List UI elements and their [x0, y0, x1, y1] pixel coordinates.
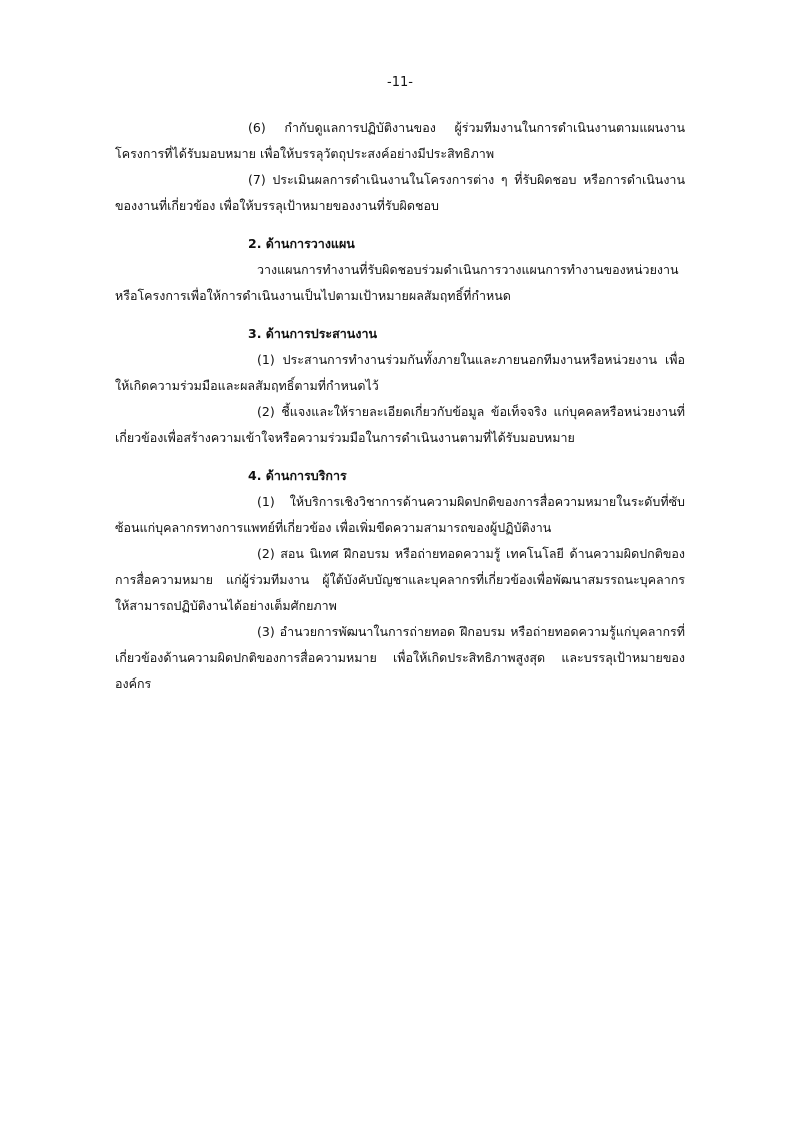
paragraph-service-1: (1) ให้บริการเชิงวิชาการด้านความผิดปกติของการสื่อความหมายในระดับที่ซับซ้อนแก่บุคลากรทางการแพทย์ที่เกี่ยวข้อง เพื่อเพิ่มขีดความสามารถของผู้ปฏิบัติงาน [115, 494, 685, 535]
heading-planning: 2. ด้านการวางแผน [248, 236, 355, 251]
heading-service: 4. ด้านการบริการ [248, 468, 347, 483]
page-number: -11- [387, 75, 413, 90]
paragraph-service-2: (2) สอน นิเทศ ฝึกอบรม หรือถ่ายทอดความรู้ เทคโนโลยี ด้านความผิดปกติของการสื่อความหมาย แก่ผู้ร่วมทีมงาน ผู้ใต้บังคับบัญชาและบุคลากรที่เกี่ยวข้องเพื่อพัฒนาสมรรถนะบุคลากรให้สามารถปฏิบัติงานได้อย่างเต็มศักยภาพ [115, 546, 685, 613]
paragraph-service-3: (3) อำนวยการพัฒนาในการถ่ายทอด ฝึกอบรม หรือถ่ายทอดความรู้แก่บุคลากรที่เกี่ยวข้องด้านความผิดปกติของการสื่อความหมาย เพื่อให้เกิดประสิทธิภาพสูงสุด และบรรลุเป้าหมายขององค์กร [115, 624, 685, 691]
paragraph-duty-6: (6) กำกับดูแลการปฏิบัติงานของ ผู้ร่วมทีมงานในการดำเนินงานตามแผนงานโครงการที่ได้รับมอบหมาย เพื่อให้บรรลุวัตถุประสงค์อย่างมีประสิทธิภาพ [115, 120, 685, 161]
heading-coordination: 3. ด้านการประสานงาน [248, 326, 378, 341]
paragraph-planning: วางแผนการทำงานที่รับผิดชอบร่วมดำเนินการวางแผนการทำงานของหน่วยงานหรือโครงการเพื่อให้การดำเนินงานเป็นไปตามเป้าหมายผลสัมฤทธิ์ที่กำหนด [115, 262, 679, 303]
document-body [115, 115, 685, 697]
paragraph-duty-7: (7) ประเมินผลการดำเนินงานในโครงการต่าง ๆ ที่รับผิดชอบ หรือการดำเนินงานของงานที่เกี่ยวข้อง เพื่อให้บรรลุเป้าหมายของงานที่รับผิดชอบ [115, 172, 685, 213]
paragraph-coordination-1: (1) ประสานการทำงานร่วมกันทั้งภายในและภายนอกทีมงานหรือหน่วยงาน เพื่อให้เกิดความร่วมมือและผลสัมฤทธิ์ตามที่กำหนดไว้ [115, 352, 685, 393]
paragraph-coordination-2: (2) ชี้แจงและให้รายละเอียดเกี่ยวกับข้อมูล ข้อเท็จจริง แก่บุคคลหรือหน่วยงานที่เกี่ยวข้องเพื่อสร้างความเข้าใจหรือความร่วมมือในการดำเนินงานตามที่ได้รับมอบหมาย [115, 404, 685, 445]
